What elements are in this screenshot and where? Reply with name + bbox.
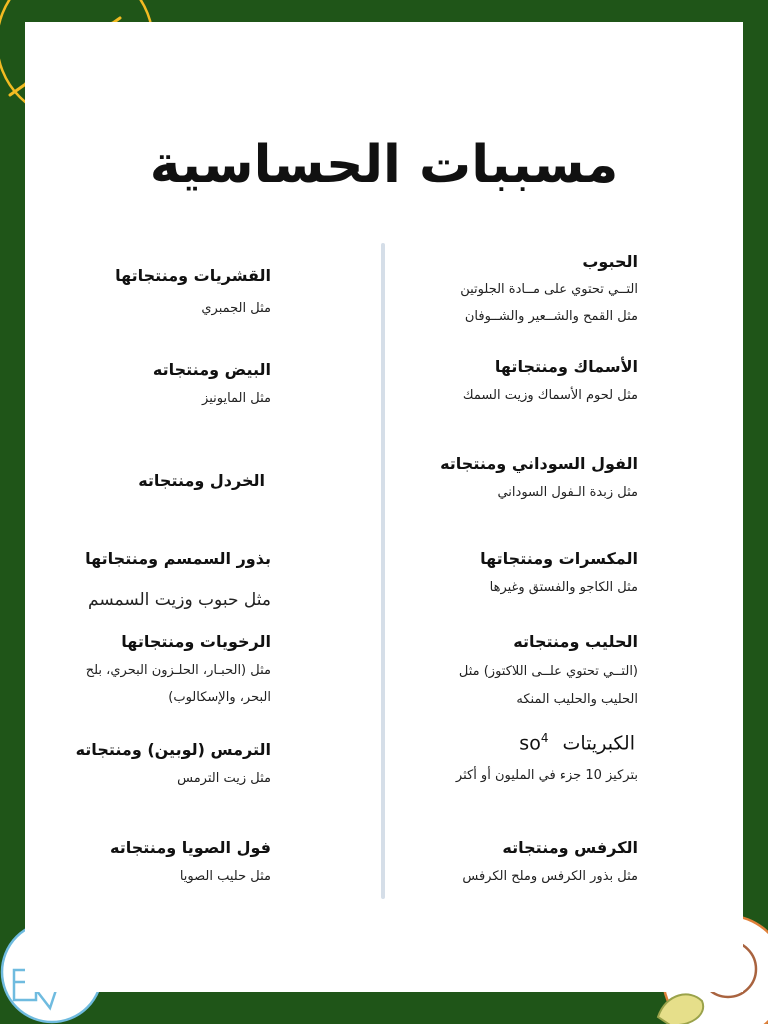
allergen-description: مثل بذور الكرفس وملح الكرفس	[462, 869, 638, 884]
allergen-title: البيض ومنتجاته	[152, 360, 271, 379]
chemical-formula	[519, 731, 548, 754]
chemical-formula-superscript: 4	[540, 731, 549, 745]
allergen-description: مثل لحوم الأسماك وزيت السمك	[462, 388, 638, 403]
allergen-description: مثل الكاجو والفستق وغيرها	[489, 580, 638, 595]
allergen-title: الخردل ومنتجاته	[138, 471, 265, 490]
allergen-title: فول الصويا ومنتجاته	[110, 838, 271, 857]
allergen-title: الكرفس ومنتجاته	[502, 838, 638, 857]
allergen-description: (التــي تحتوي علــى اللاكتوز) مثل	[458, 664, 638, 679]
allergen-title: القشريات ومنتجاتها	[115, 266, 271, 285]
allergen-description: التــي تحتوي على مــادة الجلوتين	[460, 282, 638, 297]
allergen-description: البحر، والإسكالوب)	[168, 690, 271, 705]
allergen-description: الحليب والحليب المنكه	[516, 692, 638, 707]
allergen-description: مثل الجمبري	[201, 301, 271, 316]
allergen-description: مثل حبوب وزيت السمسم	[88, 590, 271, 610]
allergen-title: الرخويات ومنتجاتها	[121, 632, 271, 651]
allergen-description: مثل زيت الترمس	[177, 771, 271, 786]
allergen-title: الترمس (لوبين) ومنتجاته	[75, 740, 271, 759]
allergen-description: مثل حليب الصويا	[179, 869, 271, 884]
allergen-title-text: الكبريتات	[562, 732, 635, 755]
allergen-description: مثل المايونيز	[202, 391, 271, 406]
allergen-title: بذور السمسم ومنتجاتها	[85, 549, 271, 568]
allergen-description: مثل القمح والشــعير والشــوفان	[464, 309, 638, 324]
allergen-description: مثل (الحبـار، الحلـزون البحري، بلح	[85, 663, 271, 678]
allergen-description: بتركيز 10 جزء في المليون أو أكثر	[455, 768, 638, 783]
allergen-title: الأسماك ومنتجاتها	[494, 357, 638, 376]
chemical-formula-base: so	[519, 732, 541, 755]
allergen-title: الفول السوداني ومنتجاته	[440, 454, 638, 473]
allergen-title: الحليب ومنتجاته	[513, 632, 638, 651]
allergen-title: الحبوب	[582, 252, 638, 271]
allergen-title	[519, 731, 635, 754]
allergen-title: المكسرات ومنتجاتها	[480, 549, 638, 568]
allergen-description: مثل زبدة الـفول السوداني	[497, 485, 638, 500]
column-divider	[381, 243, 385, 899]
page-title: مسببات الحساسية	[149, 135, 619, 195]
